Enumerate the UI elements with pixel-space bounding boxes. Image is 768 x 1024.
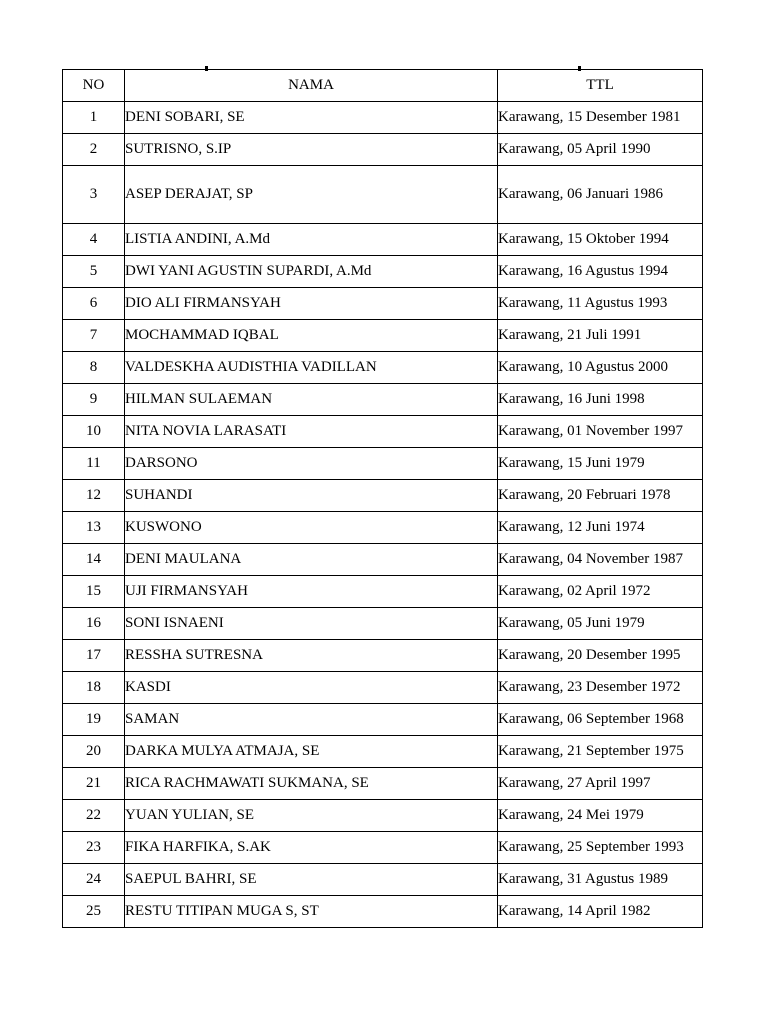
row-name: FIKA HARFIKA, S.AK: [125, 832, 498, 864]
row-name: KUSWONO: [125, 512, 498, 544]
row-number: 3: [63, 166, 125, 224]
row-number: 9: [63, 384, 125, 416]
row-name: SONI ISNAENI: [125, 608, 498, 640]
row-name: SAMAN: [125, 704, 498, 736]
row-name: KASDI: [125, 672, 498, 704]
row-number: 14: [63, 544, 125, 576]
row-number: 17: [63, 640, 125, 672]
row-birth: Karawang, 15 Desember 1981: [498, 102, 703, 134]
header-nama: NAMA: [125, 70, 498, 102]
row-birth: Karawang, 21 Juli 1991: [498, 320, 703, 352]
row-name: DARSONO: [125, 448, 498, 480]
row-birth: Karawang, 04 November 1987: [498, 544, 703, 576]
row-birth: Karawang, 10 Agustus 2000: [498, 352, 703, 384]
table-row: [63, 864, 703, 896]
table-row: [63, 896, 703, 928]
table-row: [63, 512, 703, 544]
row-birth: Karawang, 05 April 1990: [498, 134, 703, 166]
table-row: [63, 102, 703, 134]
row-number: 11: [63, 448, 125, 480]
row-name: DIO ALI FIRMANSYAH: [125, 288, 498, 320]
row-number: 25: [63, 896, 125, 928]
row-name: NITA NOVIA LARASATI: [125, 416, 498, 448]
row-number: 6: [63, 288, 125, 320]
row-name: DENI SOBARI, SE: [125, 102, 498, 134]
table-row: [63, 800, 703, 832]
row-birth: Karawang, 11 Agustus 1993: [498, 288, 703, 320]
row-number: 20: [63, 736, 125, 768]
table-row: [63, 704, 703, 736]
row-birth: Karawang, 20 Desember 1995: [498, 640, 703, 672]
row-number: 4: [63, 224, 125, 256]
row-birth: Karawang, 24 Mei 1979: [498, 800, 703, 832]
table-row: [63, 224, 703, 256]
row-number: 8: [63, 352, 125, 384]
row-name: LISTIA ANDINI, A.Md: [125, 224, 498, 256]
table-row: [63, 288, 703, 320]
row-name: DWI YANI AGUSTIN SUPARDI, A.Md: [125, 256, 498, 288]
row-number: 5: [63, 256, 125, 288]
row-birth: Karawang, 16 Juni 1998: [498, 384, 703, 416]
row-birth: Karawang, 25 September 1993: [498, 832, 703, 864]
row-birth: Karawang, 23 Desember 1972: [498, 672, 703, 704]
table-row: [63, 608, 703, 640]
row-birth: Karawang, 31 Agustus 1989: [498, 864, 703, 896]
row-number: 16: [63, 608, 125, 640]
row-name: SAEPUL BAHRI, SE: [125, 864, 498, 896]
table-row: [63, 672, 703, 704]
row-number: 13: [63, 512, 125, 544]
row-name: UJI FIRMANSYAH: [125, 576, 498, 608]
row-name: DENI MAULANA: [125, 544, 498, 576]
row-number: 18: [63, 672, 125, 704]
row-name: RICA RACHMAWATI SUKMANA, SE: [125, 768, 498, 800]
row-birth: Karawang, 05 Juni 1979: [498, 608, 703, 640]
row-number: 10: [63, 416, 125, 448]
table-row: [63, 384, 703, 416]
table-row: [63, 576, 703, 608]
row-number: 1: [63, 102, 125, 134]
row-birth: Karawang, 16 Agustus 1994: [498, 256, 703, 288]
table-row: [63, 448, 703, 480]
table-row: [63, 320, 703, 352]
row-name: RESTU TITIPAN MUGA S, ST: [125, 896, 498, 928]
row-number: 21: [63, 768, 125, 800]
row-birth: Karawang, 06 Januari 1986: [498, 166, 703, 224]
row-birth: Karawang, 27 April 1997: [498, 768, 703, 800]
table-row: [63, 768, 703, 800]
row-birth: Karawang, 02 April 1972: [498, 576, 703, 608]
row-name: SUHANDI: [125, 480, 498, 512]
row-number: 22: [63, 800, 125, 832]
row-number: 15: [63, 576, 125, 608]
table-row: [63, 166, 703, 224]
table-row: [63, 480, 703, 512]
header-ttl: TTL: [498, 70, 703, 102]
row-number: 7: [63, 320, 125, 352]
table-header-row: [63, 70, 703, 102]
row-birth: Karawang, 21 September 1975: [498, 736, 703, 768]
table-row: [63, 640, 703, 672]
row-name: HILMAN SULAEMAN: [125, 384, 498, 416]
row-birth: Karawang, 15 Juni 1979: [498, 448, 703, 480]
row-number: 12: [63, 480, 125, 512]
row-number: 19: [63, 704, 125, 736]
header-no: NO: [63, 70, 125, 102]
table-row: [63, 832, 703, 864]
row-birth: Karawang, 20 Februari 1978: [498, 480, 703, 512]
row-name: YUAN YULIAN, SE: [125, 800, 498, 832]
row-birth: Karawang, 15 Oktober 1994: [498, 224, 703, 256]
row-name: VALDESKHA AUDISTHIA VADILLAN: [125, 352, 498, 384]
table-row: [63, 134, 703, 166]
row-name: RESSHA SUTRESNA: [125, 640, 498, 672]
row-birth: Karawang, 14 April 1982: [498, 896, 703, 928]
row-number: 2: [63, 134, 125, 166]
row-number: 24: [63, 864, 125, 896]
table-row: [63, 416, 703, 448]
employee-table: [62, 69, 703, 928]
row-birth: Karawang, 06 September 1968: [498, 704, 703, 736]
table-row: [63, 256, 703, 288]
row-number: 23: [63, 832, 125, 864]
row-birth: Karawang, 12 Juni 1974: [498, 512, 703, 544]
row-name: DARKA MULYA ATMAJA, SE: [125, 736, 498, 768]
table-row: [63, 736, 703, 768]
table-row: [63, 352, 703, 384]
table-row: [63, 544, 703, 576]
row-name: ASEP DERAJAT, SP: [125, 166, 498, 224]
row-name: SUTRISNO, S.IP: [125, 134, 498, 166]
row-name: MOCHAMMAD IQBAL: [125, 320, 498, 352]
row-birth: Karawang, 01 November 1997: [498, 416, 703, 448]
